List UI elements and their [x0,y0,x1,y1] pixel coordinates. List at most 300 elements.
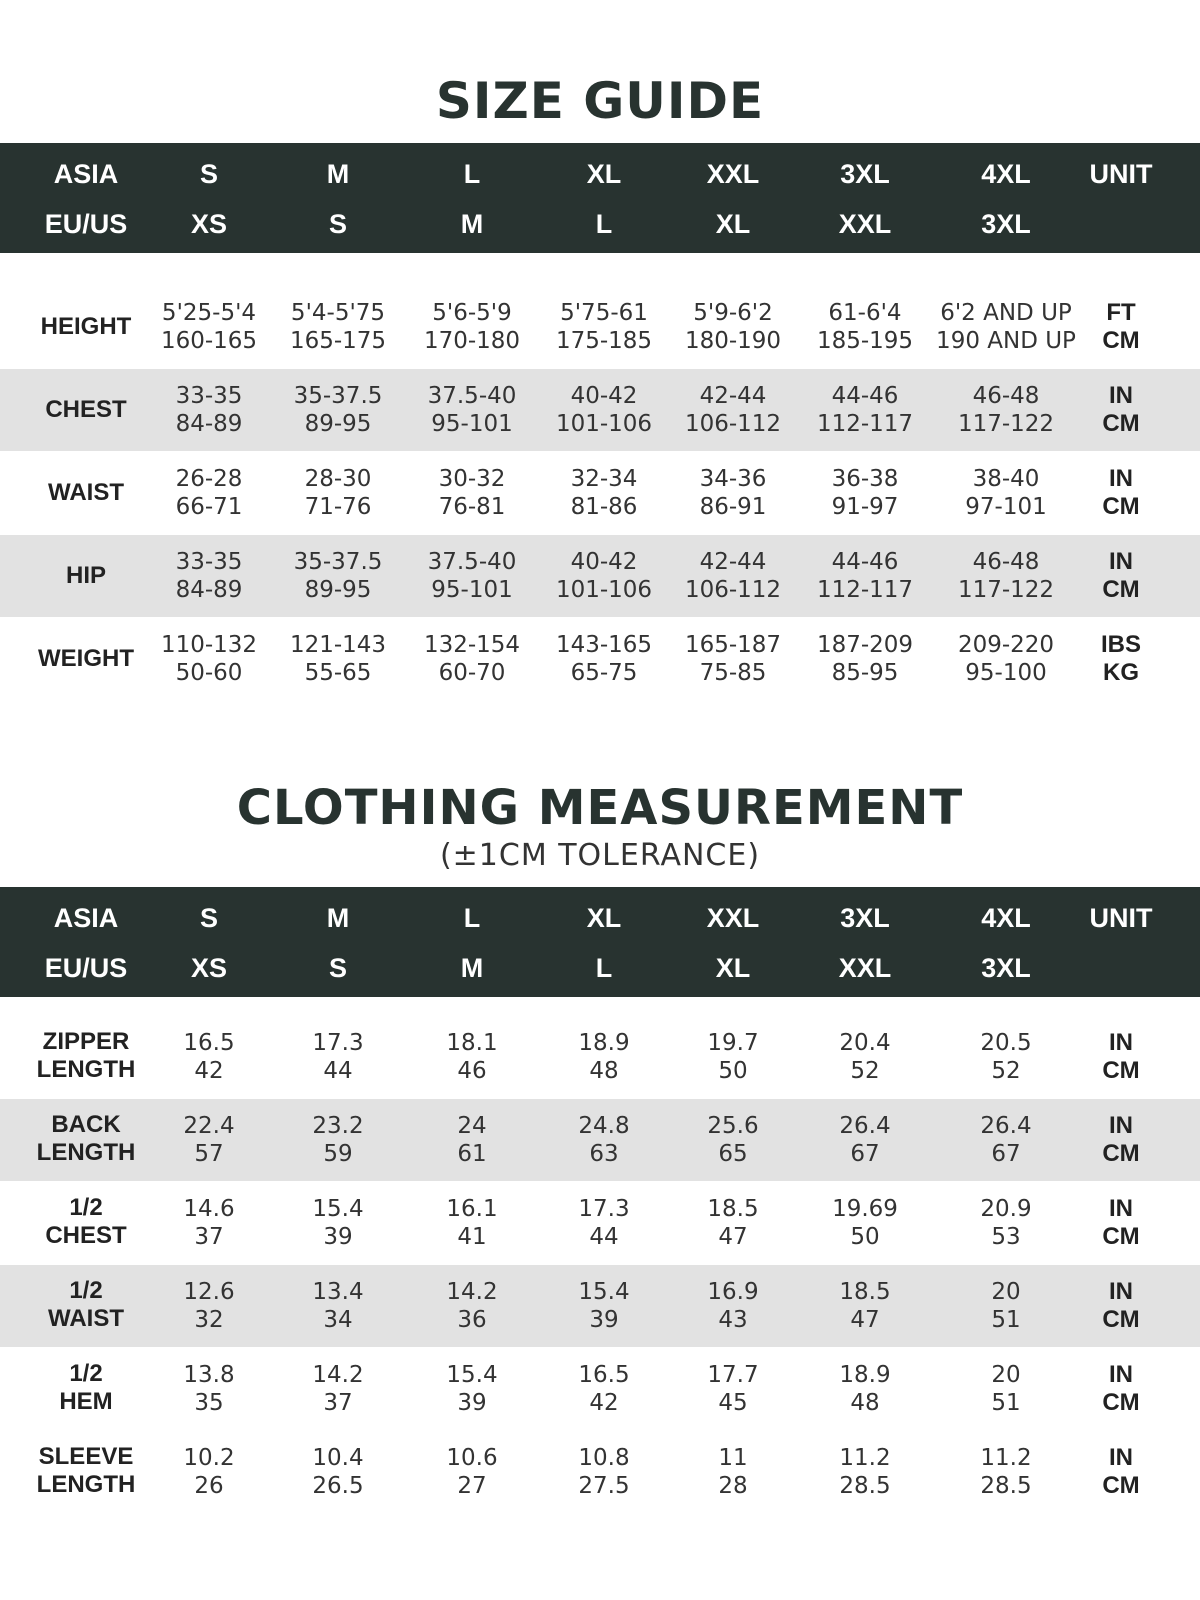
size-value [312,1444,363,1500]
value-metric: 67 [991,1141,1021,1167]
value-metric: 42 [194,1058,224,1084]
value-metric: 47 [718,1224,748,1250]
size-value [183,1444,234,1500]
unit-label: CM [1102,1389,1140,1416]
size-value [183,1361,234,1417]
row-label-line: HEM [59,1388,113,1415]
clothing-measurement-header [0,887,1200,997]
header-asia-size: XXL [706,903,760,933]
unit-label: IBS [1100,631,1142,658]
value-imperial: 40-42 [570,549,638,575]
value-imperial: 10.4 [312,1445,364,1471]
row-unit [1102,465,1139,521]
header-euus-size: S [328,209,348,239]
size-value [839,1029,890,1085]
header-asia-size: L [463,159,481,189]
value-metric: 37 [323,1390,353,1416]
value-imperial: 5'4-5'75 [290,300,386,326]
header-euus-size: 3XL [981,209,1031,239]
header-asia-size: S [199,903,219,933]
value-imperial: 24 [457,1113,487,1139]
size-value [312,1361,363,1417]
unit-label: CM [1102,410,1140,437]
value-metric: 41 [457,1224,487,1250]
header-euus-size: M [460,209,484,239]
size-value [183,1029,234,1085]
value-metric: 27.5 [578,1473,630,1499]
size-value [446,1278,497,1334]
value-metric: 101-106 [555,577,653,603]
value-metric: 65 [718,1141,748,1167]
table-row [0,1265,1200,1347]
row-label [11,1194,161,1250]
value-imperial: 35-37.5 [293,383,383,409]
header-euus-size: XXL [838,209,892,239]
table-row [0,1182,1200,1264]
value-imperial: 15.4 [446,1362,498,1388]
value-imperial: 26.4 [980,1113,1032,1139]
value-imperial: 33-35 [175,383,243,409]
value-metric: 101-106 [555,411,653,437]
value-metric: 39 [457,1390,487,1416]
value-imperial: 17.3 [312,1030,364,1056]
value-metric: 47 [850,1307,880,1333]
size-value [183,1112,234,1168]
value-metric: 42 [589,1390,619,1416]
value-imperial: 18.9 [578,1030,630,1056]
value-imperial: 37.5-40 [427,383,517,409]
size-value [980,1112,1031,1168]
row-label-line: ZIPPER [42,1028,130,1055]
size-value [832,1195,898,1251]
value-metric: 97-101 [965,494,1047,520]
size-value [446,1444,497,1500]
value-metric: 117-122 [957,577,1055,603]
size-value [312,1112,363,1168]
value-metric: 28.5 [980,1473,1032,1499]
header-asia-size: XL [586,903,622,933]
size-value [958,382,1054,438]
row-unit [1101,631,1141,687]
unit-label: IN [1108,1444,1133,1471]
size-value [578,1112,629,1168]
size-value [290,631,386,687]
size-value [839,1278,890,1334]
size-value [424,299,520,355]
value-metric: 51 [991,1390,1021,1416]
header-asia-size: L [463,903,481,933]
row-label [11,1028,161,1084]
size-value [958,631,1054,687]
value-metric: 85-95 [831,660,899,686]
value-imperial: 44-46 [831,549,899,575]
header-euus-label: EU/US [44,209,128,239]
value-metric: 95-100 [965,660,1047,686]
value-imperial: 18.1 [446,1030,498,1056]
value-imperial: 15.4 [578,1279,630,1305]
value-imperial: 209-220 [957,632,1055,658]
header-asia-size: 4XL [981,159,1031,189]
value-metric: 67 [850,1141,880,1167]
row-label [11,1277,161,1333]
value-metric: 84-89 [175,577,243,603]
row-label-line: SLEEVE [38,1443,134,1470]
value-metric: 60-70 [438,660,506,686]
value-metric: 89-95 [304,577,372,603]
value-imperial: 13.8 [183,1362,235,1388]
row-label-line: WAIST [48,1305,124,1332]
header-asia-size: XXL [706,159,760,189]
value-imperial: 46-48 [972,549,1040,575]
value-imperial: 10.8 [578,1445,630,1471]
table-row [0,618,1200,700]
value-metric: 48 [589,1058,619,1084]
unit-label: CM [1102,493,1140,520]
size-value [817,382,913,438]
size-value [556,631,652,687]
size-value [685,382,781,438]
value-imperial: 14.2 [446,1279,498,1305]
value-metric: 190 AND UP [936,328,1076,354]
unit-label: KG [1102,659,1139,686]
value-metric: 170-180 [423,328,521,354]
value-metric: 180-190 [684,328,782,354]
value-imperial: 20 [991,1279,1021,1305]
size-value [294,548,383,604]
row-unit [1102,1195,1139,1251]
size-value [183,1278,234,1334]
header-asia-size: 3XL [840,903,890,933]
header-euus-size: XXL [838,953,892,983]
value-imperial: 18.5 [839,1279,891,1305]
row-label: WEIGHT [38,645,134,672]
row-unit [1102,1278,1139,1334]
size-guide-header [0,143,1200,253]
value-metric: 84-89 [175,411,243,437]
unit-label: CM [1102,576,1140,603]
value-imperial: 25.6 [707,1113,759,1139]
header-euus-size: XL [715,209,751,239]
value-imperial: 20.5 [980,1030,1032,1056]
size-value [161,299,257,355]
value-metric: 59 [323,1141,353,1167]
value-metric: 185-195 [816,328,914,354]
row-unit [1102,382,1139,438]
header-asia-size: M [326,159,350,189]
row-unit [1102,299,1139,355]
header-asia-size: M [326,903,350,933]
value-metric: 44 [323,1058,353,1084]
header-asia-size: XL [586,159,622,189]
size-value [991,1361,1020,1417]
row-label-line: 1/2 [69,1277,103,1304]
value-imperial: 32-34 [570,466,638,492]
size-value [817,631,913,687]
value-imperial: 28-30 [304,466,372,492]
value-imperial: 34-36 [699,466,767,492]
value-metric: 112-117 [816,577,914,603]
value-metric: 52 [850,1058,880,1084]
value-metric: 32 [194,1307,224,1333]
row-label-line: 1/2 [69,1194,103,1221]
header-euus-size: XL [715,953,751,983]
unit-label: CM [1102,1223,1140,1250]
value-imperial: 14.2 [312,1362,364,1388]
value-imperial: 19.7 [707,1030,759,1056]
size-value [839,1112,890,1168]
value-metric: 50 [718,1058,748,1084]
value-metric: 65-75 [570,660,638,686]
value-imperial: 5'9-6'2 [693,300,773,326]
size-value [183,1195,234,1251]
value-imperial: 13.4 [312,1279,364,1305]
value-imperial: 10.6 [446,1445,498,1471]
table-row [0,1099,1200,1181]
value-metric: 34 [323,1307,353,1333]
size-value [290,299,386,355]
table-row [0,1431,1200,1513]
header-asia-size: 3XL [840,159,890,189]
size-value [176,382,243,438]
row-label: HEIGHT [40,313,132,340]
row-label-line: LENGTH [36,1139,136,1166]
size-value [578,1444,629,1500]
value-imperial: 37.5-40 [427,549,517,575]
value-metric: 53 [991,1224,1021,1250]
value-metric: 165-175 [289,328,387,354]
value-imperial: 5'6-5'9 [432,300,512,326]
table-row [0,1348,1200,1430]
size-value [578,1361,629,1417]
value-imperial: 35-37.5 [293,549,383,575]
value-imperial: 46-48 [972,383,1040,409]
size-value [305,465,372,521]
value-imperial: 17.3 [578,1196,630,1222]
size-value [707,1112,758,1168]
header-euus-size: XS [190,209,228,239]
value-metric: 117-122 [957,411,1055,437]
size-value [685,631,781,687]
value-metric: 52 [991,1058,1021,1084]
unit-label: IN [1108,1361,1133,1388]
value-imperial: 30-32 [438,466,506,492]
header-euus-size: L [595,209,613,239]
size-value [718,1444,747,1500]
value-imperial: 26.4 [839,1113,891,1139]
size-value [457,1112,486,1168]
value-metric: 55-65 [304,660,372,686]
row-label-line: CHEST [45,1222,127,1249]
row-unit [1102,548,1139,604]
size-value [578,1029,629,1085]
value-metric: 39 [323,1224,353,1250]
row-label: WAIST [48,479,124,506]
value-imperial: 20.4 [839,1030,891,1056]
header-euus-size: 3XL [981,953,1031,983]
value-metric: 71-76 [304,494,372,520]
row-unit [1102,1361,1139,1417]
value-metric: 91-97 [831,494,899,520]
value-imperial: 121-143 [289,632,387,658]
size-value [707,1195,758,1251]
unit-label: IN [1108,1112,1133,1139]
header-asia-size: S [199,159,219,189]
row-label-line: LENGTH [36,1471,136,1498]
value-metric: 106-112 [684,577,782,603]
size-value [176,465,243,521]
unit-label: IN [1108,1278,1133,1305]
size-value [817,548,913,604]
value-imperial: 5'25-5'4 [161,300,257,326]
value-metric: 27 [457,1473,487,1499]
value-metric: 86-91 [699,494,767,520]
header-euus-size: L [595,953,613,983]
size-value [707,1361,758,1417]
size-value [685,299,781,355]
unit-label: IN [1108,382,1133,409]
row-label: CHEST [45,396,127,423]
value-metric: 63 [589,1141,619,1167]
size-value [446,1029,497,1085]
row-unit [1102,1112,1139,1168]
value-metric: 26 [194,1473,224,1499]
tolerance-note: (±1CM TOLERANCE) [439,838,761,873]
size-value [439,465,506,521]
value-imperial: 11.2 [839,1445,891,1471]
size-value [424,631,520,687]
size-value [980,1195,1031,1251]
row-label [11,1111,161,1167]
value-metric: 66-71 [175,494,243,520]
value-metric: 44 [589,1224,619,1250]
value-imperial: 42-44 [699,549,767,575]
clothing-measurement-title: CLOTHING MEASUREMENT [236,780,964,836]
size-value [936,299,1076,355]
value-imperial: 15.4 [312,1196,364,1222]
value-metric: 28.5 [839,1473,891,1499]
value-metric: 95-101 [431,577,513,603]
value-metric: 39 [589,1307,619,1333]
unit-label: CM [1102,1306,1140,1333]
value-imperial: 22.4 [183,1113,235,1139]
size-value [312,1278,363,1334]
value-imperial: 12.6 [183,1279,235,1305]
unit-label: IN [1108,548,1133,575]
value-imperial: 18.5 [707,1196,759,1222]
value-metric: 50 [850,1224,880,1250]
row-label-line: LENGTH [36,1056,136,1083]
value-metric: 75-85 [699,660,767,686]
row-unit [1102,1029,1139,1085]
value-imperial: 14.6 [183,1196,235,1222]
value-imperial: 16.5 [578,1362,630,1388]
table-row [0,369,1200,451]
value-metric: 61 [457,1141,487,1167]
size-value [839,1361,890,1417]
value-metric: 81-86 [570,494,638,520]
row-unit [1102,1444,1139,1500]
value-metric: 50-60 [175,660,243,686]
size-value [991,1278,1020,1334]
row-label [11,1360,161,1416]
unit-label: IN [1108,465,1133,492]
size-value [446,1361,497,1417]
header-asia-size: 4XL [981,903,1031,933]
value-imperial: 18.9 [839,1362,891,1388]
size-value [161,631,257,687]
size-value [958,548,1054,604]
value-metric: 76-81 [438,494,506,520]
value-imperial: 20.9 [980,1196,1032,1222]
value-metric: 48 [850,1390,880,1416]
unit-label: CM [1102,1472,1140,1499]
table-row [0,286,1200,368]
header-euus-size: M [460,953,484,983]
size-value [312,1195,363,1251]
value-metric: 37 [194,1224,224,1250]
size-value [685,548,781,604]
value-metric: 95-101 [431,411,513,437]
size-value [817,299,913,355]
size-value [700,465,767,521]
unit-label: CM [1102,1057,1140,1084]
header-asia-label: ASIA [53,903,119,933]
value-metric: 46 [457,1058,487,1084]
unit-label: IN [1108,1029,1133,1056]
value-imperial: 38-40 [972,466,1040,492]
value-imperial: 40-42 [570,383,638,409]
size-value [176,548,243,604]
value-imperial: 11.2 [980,1445,1032,1471]
value-imperial: 36-38 [831,466,899,492]
size-value [707,1029,758,1085]
value-metric: 51 [991,1307,1021,1333]
value-imperial: 42-44 [699,383,767,409]
size-value [571,465,638,521]
size-value [556,299,652,355]
unit-label: CM [1102,327,1140,354]
size-value [839,1444,890,1500]
value-metric: 26.5 [312,1473,364,1499]
value-metric: 28 [718,1473,748,1499]
value-metric: 175-185 [555,328,653,354]
size-value [556,548,652,604]
value-metric: 112-117 [816,411,914,437]
value-imperial: 44-46 [831,383,899,409]
size-value [578,1195,629,1251]
value-imperial: 19.69 [832,1196,898,1222]
unit-label: CM [1102,1140,1140,1167]
value-metric: 35 [194,1390,224,1416]
size-value [980,1029,1031,1085]
value-metric: 106-112 [684,411,782,437]
value-metric: 57 [194,1141,224,1167]
unit-label: IN [1108,1195,1133,1222]
unit-label: FT [1106,299,1136,326]
table-row [0,1016,1200,1098]
value-imperial: 10.2 [183,1445,235,1471]
row-label [11,1443,161,1499]
size-value [446,1195,497,1251]
header-euus-size: S [328,953,348,983]
size-value [707,1278,758,1334]
size-guide-title: SIZE GUIDE [435,72,765,130]
header-asia-label: ASIA [53,159,119,189]
row-label-line: 1/2 [69,1360,103,1387]
table-row [0,452,1200,534]
header-euus-label: EU/US [44,953,128,983]
size-value [980,1444,1031,1500]
